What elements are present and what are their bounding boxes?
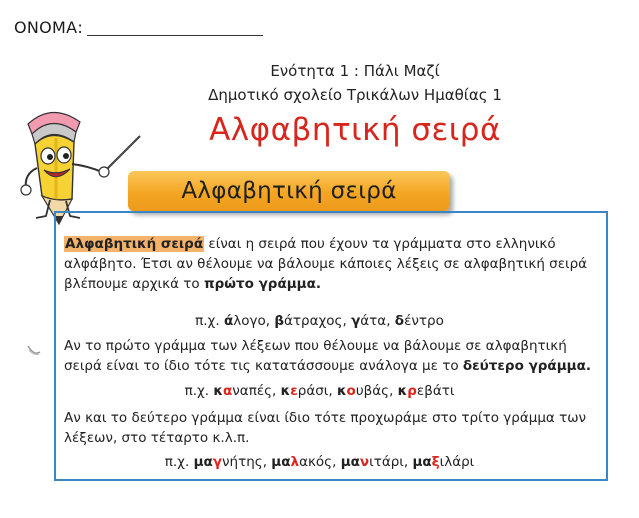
second-letter-paragraph [64,336,604,376]
word-rest: έντρο [404,313,444,329]
example-word [271,454,332,470]
example-word [395,313,444,329]
example-first-letter [0,312,639,330]
example-word [274,313,342,329]
key-letter: δ [394,313,405,329]
example-prefix: π.χ. [195,313,224,329]
word-rest: υβάς [355,383,390,399]
word-rest: λογο [233,313,266,329]
name-label: ΟΝΟΜΑ: [14,18,84,37]
key-letter: γ [351,313,361,329]
unit-title: Ενότητα 1 : Πάλι Μαζί [270,62,440,80]
word-rest: ιλάρι [439,454,475,470]
key-letter: ο [346,383,356,399]
shared-letters: κ [213,383,223,399]
word-separator: , [332,454,341,470]
shared-letters: κ [280,383,291,399]
key-letter: ε [290,383,298,399]
shared-letters: μα [193,454,213,470]
word-rest: εβάτι [416,383,455,399]
example-word [224,313,266,329]
key-letter: ν [359,454,370,470]
example-word [281,383,329,399]
example-word [213,383,272,399]
key-letter: α [222,383,233,399]
word-rest: ιτάρι [369,454,404,470]
shared-letters: κ [397,383,408,399]
word-rest: ναπές [232,383,273,399]
third-letter-paragraph: Αν και το δεύτερο γράμμα είναι ίδιο τότε προχωράμε στο τρίτο γράμμα των λέξεων, στο τέταρτο κ.λ.π. [64,410,587,446]
shared-letters: κ [336,383,347,399]
word-rest: νήτης [221,454,263,470]
example-word [337,383,389,399]
word-rest: ράσι [297,383,329,399]
definition-bold-end: πρώτο γράμμα. [203,276,322,292]
word-separator: , [403,454,413,470]
shared-letters: μα [412,454,432,470]
word-separator: , [389,383,398,399]
school-name: Δημοτικό σχολείο Τρικάλων Ημαθίας 1 [208,86,502,104]
name-field [14,18,263,37]
example-prefix: π.χ. [164,454,194,470]
example-word [412,454,474,470]
example-word [341,454,404,470]
word-rest: άτραχος [283,313,343,329]
word-separator: , [342,313,352,329]
key-letter: λ [290,454,300,470]
word-separator: , [328,383,337,399]
key-letter: γ [212,454,222,470]
key-letter: ρ [407,383,417,399]
example-third-letter [0,453,639,471]
word-rest: ακός [299,454,333,470]
word-separator: , [386,313,395,329]
example-word [351,313,386,329]
key-letter: ξ [431,454,440,470]
second-letter-bold-end: δεύτερο γράμμα. [462,358,591,374]
swoosh-mark-icon [26,342,42,358]
word-separator: , [272,383,281,399]
worksheet-header [170,62,540,149]
name-blank-line [87,19,263,36]
word-rest: άτα [360,313,387,329]
word-separator: , [262,454,272,470]
key-letter: ά [223,313,234,329]
example-word [398,383,455,399]
shared-letters: μα [271,454,291,470]
shared-letters: μα [340,454,360,470]
word-separator: , [265,313,275,329]
second-letter-text: Αν το πρώτο γράμμα των λέξεων που θέλουμε να βάλουμε σε αλφαβητική σειρά είναι το ίδιο τότε τις κατατάσσουμε ανάλογα με το [64,338,567,374]
page-title: Αλφαβητική σειρά [209,112,501,148]
key-letter: β [274,313,284,329]
definition-paragraph [64,234,604,294]
definition-text: είναι η σειρά που έχουν τα γράμματα στο ελληνικό αλφάβητο. Έτσι αν θέλουμε να βάλουμε κάποιες λέξεις σε αλφαβητική σειρά βλέπουμε αρχικά το [64,236,588,292]
example-prefix: π.χ. [184,383,214,399]
example-word [194,454,263,470]
highlighted-term: Αλφαβητική σειρά [65,236,204,252]
example-second-letter [0,382,639,400]
section-banner: Αλφαβητική σειρά [128,171,450,211]
